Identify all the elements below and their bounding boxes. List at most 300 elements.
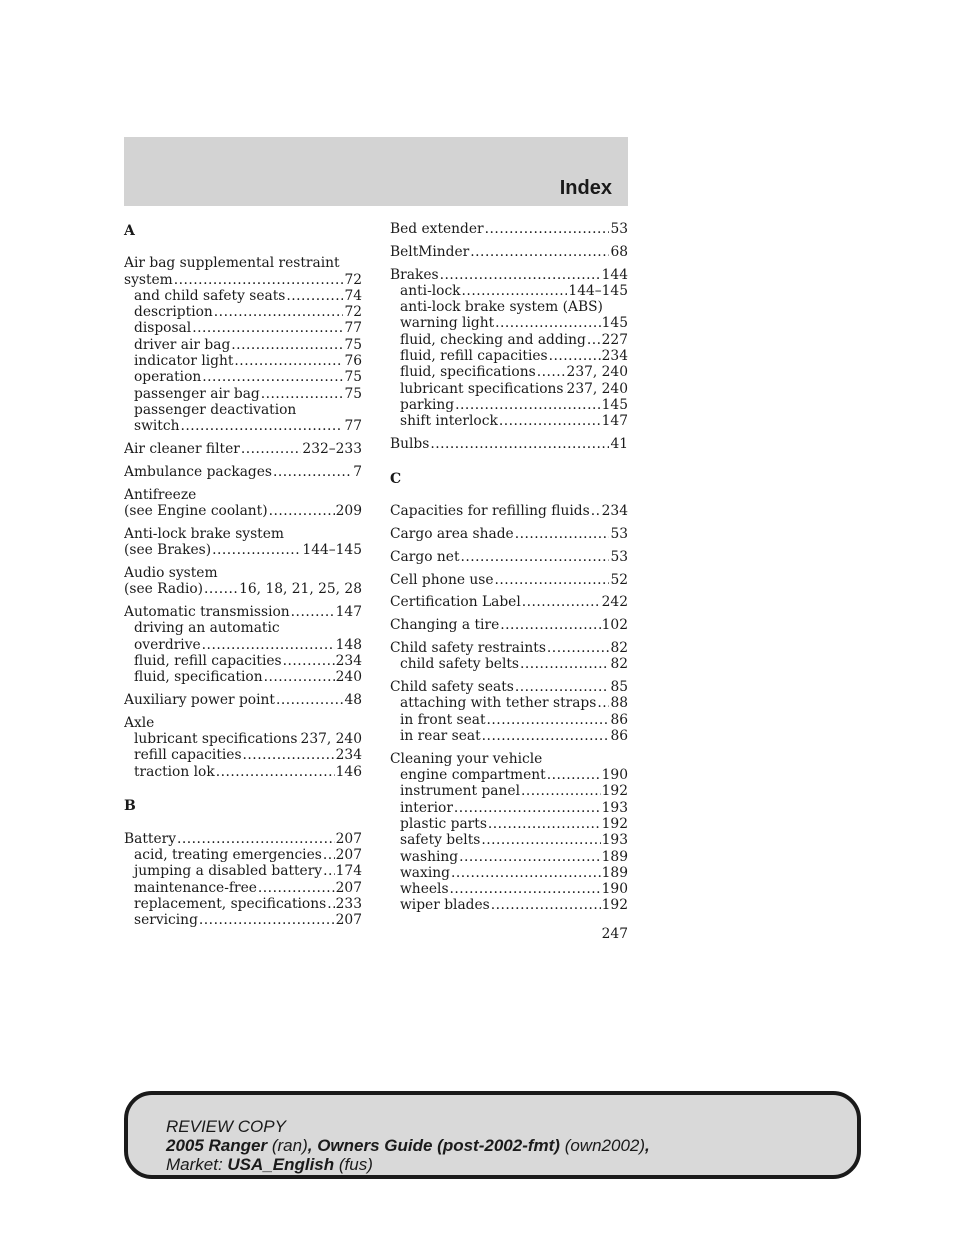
index-subentry-line bbox=[124, 880, 362, 896]
index-entry-line bbox=[390, 572, 628, 588]
entry-term: Automatic transmission bbox=[124, 603, 290, 620]
index-entry bbox=[390, 572, 628, 588]
index-entry-line bbox=[390, 526, 628, 542]
index-entry-line bbox=[124, 487, 362, 503]
entry-term: wheels bbox=[400, 881, 449, 898]
entry-term: fluid, refill capacities bbox=[134, 652, 282, 669]
index-subentry-line bbox=[124, 747, 362, 763]
entry-term: jumping a disabled battery bbox=[134, 863, 323, 880]
review-market-label: Market: bbox=[166, 1155, 228, 1174]
index-entry bbox=[390, 549, 628, 565]
entry-page-ref: 86 bbox=[610, 711, 628, 728]
entry-page-ref: 74 bbox=[344, 287, 362, 304]
index-subentry-line bbox=[124, 402, 362, 418]
dot-leader bbox=[461, 549, 610, 565]
index-subentry-line bbox=[124, 863, 362, 879]
index-entry-line bbox=[390, 267, 628, 283]
entry-page-ref: 237, 240 bbox=[566, 380, 628, 397]
index-subentry-line bbox=[124, 386, 362, 402]
index-subentry-line bbox=[390, 728, 628, 744]
index-subentry-line bbox=[124, 896, 362, 912]
index-subentry-line bbox=[124, 912, 362, 928]
dot-leader bbox=[212, 542, 301, 558]
section-letter: A bbox=[124, 223, 135, 239]
dot-leader bbox=[216, 764, 335, 780]
entry-term: Certification Label bbox=[390, 594, 521, 611]
dot-leader bbox=[327, 896, 334, 912]
entry-term: overdrive bbox=[134, 636, 201, 653]
entry-page-ref: 189 bbox=[601, 848, 628, 865]
index-entry bbox=[124, 715, 362, 780]
entry-term: safety belts bbox=[400, 832, 481, 849]
entry-term: Cleaning your vehicle bbox=[390, 750, 543, 767]
entry-page-ref: 72 bbox=[344, 304, 362, 321]
entry-page-ref: 72 bbox=[344, 271, 362, 288]
index-subentry-line bbox=[124, 337, 362, 353]
entry-page-ref: 147 bbox=[601, 413, 628, 430]
entry-page-ref: 68 bbox=[610, 243, 628, 260]
index-entry bbox=[390, 503, 628, 519]
entry-page-ref: 189 bbox=[601, 864, 628, 881]
entry-page-ref: 82 bbox=[610, 656, 628, 673]
entry-term: attaching with tether straps bbox=[400, 695, 597, 712]
entry-page-ref: 75 bbox=[344, 385, 362, 402]
dot-leader bbox=[234, 353, 343, 369]
index-entry-line bbox=[390, 549, 628, 565]
entry-term: instrument panel bbox=[400, 783, 520, 800]
entry-page-ref: 207 bbox=[335, 912, 362, 929]
index-entry-line bbox=[390, 640, 628, 656]
dot-leader bbox=[565, 381, 566, 397]
index-subentry-line bbox=[124, 764, 362, 780]
index-subentry-line bbox=[390, 315, 628, 331]
entry-page-ref: 193 bbox=[601, 799, 628, 816]
index-entry-line bbox=[124, 542, 362, 558]
index-entry bbox=[390, 526, 628, 542]
entry-term: Anti-lock brake system bbox=[124, 525, 284, 542]
entry-page-ref: 190 bbox=[601, 881, 628, 898]
review-model: 2005 Ranger bbox=[166, 1136, 268, 1155]
dot-leader bbox=[515, 526, 610, 542]
dot-leader bbox=[495, 315, 601, 331]
entry-term: Bed extender bbox=[390, 221, 484, 237]
entry-page-ref: 192 bbox=[601, 815, 628, 832]
index-subentry-line bbox=[390, 283, 628, 299]
entry-page-ref: 52 bbox=[610, 571, 628, 588]
dot-leader bbox=[451, 865, 601, 881]
entry-page-ref: 53 bbox=[610, 525, 628, 542]
dot-leader bbox=[450, 881, 601, 897]
index-entry bbox=[124, 565, 362, 598]
entry-term: system bbox=[124, 271, 173, 288]
entry-term: acid, treating emergencies bbox=[134, 847, 322, 863]
index-entry bbox=[390, 617, 628, 633]
dot-leader bbox=[286, 288, 343, 304]
entry-term: engine compartment bbox=[400, 767, 546, 784]
entry-term: anti-lock bbox=[400, 282, 461, 299]
dot-leader bbox=[597, 695, 609, 711]
index-subentry-line bbox=[390, 881, 628, 897]
entry-term: Axle bbox=[124, 714, 155, 731]
index-subentry-line bbox=[124, 418, 362, 434]
index-subentry-line bbox=[390, 783, 628, 799]
review-line-2 bbox=[166, 1136, 650, 1155]
index-subentry-line bbox=[390, 849, 628, 865]
entry-term: maintenance-free bbox=[134, 879, 257, 896]
page-title: Index bbox=[559, 177, 612, 199]
entry-page-ref: 53 bbox=[610, 548, 628, 565]
review-guide: Owners Guide (post-2002-fmt) bbox=[317, 1136, 560, 1155]
entry-term: refill capacities bbox=[134, 747, 242, 764]
index-subentry-line bbox=[390, 364, 628, 380]
index-subentry-line bbox=[390, 816, 628, 832]
dot-leader bbox=[192, 320, 343, 336]
index-subentry-line bbox=[390, 767, 628, 783]
index-subentry-line bbox=[124, 637, 362, 653]
index-entry-line bbox=[124, 692, 362, 708]
review-market-code: (fus) bbox=[334, 1155, 373, 1174]
index-entry bbox=[390, 267, 628, 430]
index-subentry-line bbox=[124, 320, 362, 336]
index-entry-line bbox=[390, 751, 628, 767]
dot-leader bbox=[520, 656, 609, 672]
index-entry-line bbox=[124, 831, 362, 847]
review-market: USA_English bbox=[227, 1155, 335, 1174]
dot-leader bbox=[462, 283, 568, 299]
dot-leader bbox=[269, 503, 335, 519]
entry-term: interior bbox=[400, 799, 453, 816]
entry-term: wiper blades bbox=[400, 897, 490, 914]
entry-term: Child safety restraints bbox=[390, 639, 546, 656]
index-subentry-line bbox=[390, 712, 628, 728]
index-entry-line bbox=[124, 715, 362, 731]
dot-leader bbox=[499, 413, 601, 429]
index-entry-line bbox=[390, 503, 628, 519]
dot-leader bbox=[276, 692, 343, 708]
index-entry-line bbox=[390, 594, 628, 610]
dot-leader bbox=[495, 572, 610, 588]
dot-leader bbox=[487, 712, 610, 728]
review-sep-1: , bbox=[307, 1136, 318, 1155]
entry-page-ref: 75 bbox=[344, 336, 362, 353]
entry-page-ref: 7 bbox=[353, 463, 362, 480]
dot-leader bbox=[202, 637, 335, 653]
index-entry-line bbox=[124, 464, 362, 480]
dot-leader bbox=[547, 767, 601, 783]
entry-term: Cell phone use bbox=[390, 571, 494, 588]
index-subentry-line bbox=[390, 413, 628, 429]
entry-page-ref: 209 bbox=[335, 502, 362, 519]
index-subentry-line bbox=[124, 669, 362, 685]
index-entry bbox=[124, 692, 362, 708]
entry-page-ref: 207 bbox=[335, 830, 362, 847]
dot-leader bbox=[481, 832, 600, 848]
index-entry-line bbox=[390, 221, 628, 237]
entry-term: Air cleaner filter bbox=[124, 441, 240, 458]
entry-term: parking bbox=[400, 396, 455, 413]
entry-page-ref: 234 bbox=[335, 747, 362, 764]
entry-page-ref: 76 bbox=[344, 353, 362, 370]
dot-leader bbox=[264, 669, 335, 685]
dot-leader bbox=[547, 640, 610, 656]
dot-leader bbox=[430, 436, 609, 452]
entry-term: description bbox=[134, 304, 213, 321]
section-letter: B bbox=[124, 798, 136, 815]
index-entry-line bbox=[124, 565, 362, 581]
index-entry-line bbox=[124, 503, 362, 519]
entry-page-ref: 144–145 bbox=[568, 282, 628, 299]
entry-page-ref: 102 bbox=[601, 617, 628, 634]
entry-page-ref: 234 bbox=[335, 652, 362, 669]
entry-page-ref: 86 bbox=[610, 727, 628, 744]
entry-term: child safety belts bbox=[400, 656, 519, 673]
index-entry bbox=[390, 679, 628, 744]
index-entry bbox=[390, 594, 628, 610]
entry-term: disposal bbox=[134, 320, 192, 337]
index-header-band bbox=[124, 137, 628, 206]
review-copy-box bbox=[124, 1091, 861, 1179]
entry-term: (see Radio) bbox=[124, 581, 204, 598]
section-letter: C bbox=[390, 470, 402, 487]
dot-leader bbox=[537, 364, 566, 380]
entry-page-ref: 192 bbox=[601, 897, 628, 914]
dot-leader bbox=[515, 679, 610, 695]
entry-term: Child safety seats bbox=[390, 679, 514, 696]
dot-leader bbox=[299, 731, 300, 747]
dot-leader bbox=[202, 369, 343, 385]
review-line-3 bbox=[166, 1155, 650, 1174]
entry-term: Audio system bbox=[124, 564, 218, 581]
index-subentry-line bbox=[390, 800, 628, 816]
dot-leader bbox=[261, 386, 344, 402]
dot-leader bbox=[500, 617, 600, 633]
index-entry bbox=[124, 487, 362, 520]
index-subentry-line bbox=[124, 288, 362, 304]
index-subentry-line bbox=[124, 731, 362, 747]
dot-leader bbox=[241, 441, 302, 457]
entry-page-ref: 77 bbox=[344, 320, 362, 337]
entry-page-ref: 242 bbox=[601, 594, 628, 611]
dot-leader bbox=[454, 800, 601, 816]
dot-leader bbox=[291, 604, 335, 620]
entry-term: in rear seat bbox=[400, 727, 481, 744]
dot-leader bbox=[180, 418, 343, 434]
dot-leader bbox=[283, 653, 335, 669]
index-subentry-line bbox=[124, 620, 362, 636]
entry-term: in front seat bbox=[400, 711, 486, 728]
entry-page-ref: 232–233 bbox=[302, 441, 362, 458]
entry-page-ref: 85 bbox=[610, 679, 628, 696]
section-spacer bbox=[390, 459, 628, 469]
dot-leader bbox=[522, 594, 601, 610]
entry-term: washing bbox=[400, 848, 459, 865]
entry-term: plastic parts bbox=[400, 815, 487, 832]
entry-term: Cargo net bbox=[390, 548, 460, 565]
index-subentry-line bbox=[124, 304, 362, 320]
index-entry bbox=[390, 244, 628, 260]
index-subentry-line bbox=[390, 348, 628, 364]
dot-leader bbox=[470, 244, 609, 260]
entry-term: Ambulance packages bbox=[124, 463, 273, 480]
entry-page-ref: 233 bbox=[335, 895, 362, 912]
entry-page-ref: 147 bbox=[335, 603, 362, 620]
dot-leader bbox=[521, 783, 601, 799]
review-line-1: REVIEW COPY bbox=[166, 1117, 286, 1136]
index-subentry-line bbox=[390, 381, 628, 397]
index-entry-line bbox=[124, 581, 362, 597]
dot-leader bbox=[273, 464, 352, 480]
entry-page-ref: 192 bbox=[601, 783, 628, 800]
entry-page-ref: 240 bbox=[335, 669, 362, 686]
entry-page-ref: 41 bbox=[610, 436, 628, 453]
entry-page-ref: 88 bbox=[610, 695, 628, 712]
index-entry bbox=[124, 441, 362, 457]
entry-page-ref: 234 bbox=[601, 348, 628, 365]
index-entry-line bbox=[124, 272, 362, 288]
dot-leader bbox=[323, 847, 335, 863]
entry-term: fluid, specification bbox=[134, 669, 263, 686]
dot-leader bbox=[488, 816, 601, 832]
entry-term: (see Engine coolant) bbox=[124, 502, 268, 519]
entry-page-ref: 237, 240 bbox=[566, 364, 628, 381]
index-column-left bbox=[124, 221, 362, 935]
index-subentry-line bbox=[390, 865, 628, 881]
index-entry bbox=[390, 751, 628, 914]
index-entry-line bbox=[124, 441, 362, 457]
index-column-right bbox=[390, 221, 628, 920]
review-guide-code: (own2002) bbox=[559, 1136, 646, 1155]
entry-term: Cargo area shade bbox=[390, 525, 514, 542]
entry-term: warning light bbox=[400, 315, 495, 332]
entry-term: Antifreeze bbox=[124, 486, 197, 503]
entry-term: BeltMinder bbox=[390, 243, 470, 260]
entry-page-ref: 234 bbox=[601, 503, 628, 520]
review-sep-2: , bbox=[645, 1136, 650, 1155]
index-subentry-line bbox=[124, 847, 362, 863]
entry-term: fluid, checking and adding bbox=[400, 331, 586, 348]
index-subentry-line bbox=[124, 353, 362, 369]
index-entry bbox=[390, 436, 628, 452]
dot-leader bbox=[199, 912, 335, 928]
entry-page-ref: 193 bbox=[601, 832, 628, 849]
entry-page-ref: 174 bbox=[335, 863, 362, 880]
entry-term: lubricant specifications bbox=[400, 380, 564, 397]
index-subentry-line bbox=[390, 695, 628, 711]
index-entry-line bbox=[124, 255, 362, 271]
dot-leader bbox=[174, 272, 344, 288]
dot-leader bbox=[231, 337, 343, 353]
index-entry bbox=[390, 221, 628, 237]
dot-leader bbox=[440, 267, 601, 283]
index-entry bbox=[124, 464, 362, 480]
entry-term: driving an automatic bbox=[134, 620, 280, 637]
index-subentry-line bbox=[124, 369, 362, 385]
entry-page-ref: 190 bbox=[601, 767, 628, 784]
entry-term: fluid, refill capacities bbox=[400, 348, 548, 365]
entry-term: passenger air bag bbox=[134, 385, 260, 402]
index-subentry-line bbox=[390, 299, 628, 315]
index-subentry-line bbox=[390, 656, 628, 672]
review-model-code: (ran) bbox=[267, 1136, 308, 1155]
index-subentry-line bbox=[390, 332, 628, 348]
index-entry bbox=[124, 255, 362, 434]
entry-term: Changing a tire bbox=[390, 617, 500, 634]
dot-leader bbox=[591, 503, 601, 519]
entry-term: Brakes bbox=[390, 266, 439, 283]
entry-term: Battery bbox=[124, 830, 177, 847]
index-subentry-line bbox=[390, 897, 628, 913]
entry-page-ref: 207 bbox=[335, 847, 362, 863]
entry-term: servicing bbox=[134, 912, 198, 929]
index-entry-line bbox=[124, 604, 362, 620]
entry-page-ref: 48 bbox=[344, 691, 362, 708]
dot-leader bbox=[549, 348, 601, 364]
dot-leader bbox=[587, 332, 601, 348]
dot-leader bbox=[214, 304, 344, 320]
entry-term: Bulbs bbox=[390, 436, 430, 453]
entry-page-ref: 82 bbox=[610, 639, 628, 656]
entry-page-ref: 75 bbox=[344, 369, 362, 386]
dot-leader bbox=[323, 863, 335, 879]
entry-term: switch bbox=[134, 418, 180, 435]
entry-page-ref: 146 bbox=[335, 763, 362, 780]
index-subentry-line bbox=[390, 397, 628, 413]
entry-page-ref: 77 bbox=[344, 418, 362, 435]
entry-term: Air bag supplemental restraint bbox=[124, 255, 340, 272]
entry-term: driver air bag bbox=[134, 336, 231, 353]
entry-term: (see Brakes) bbox=[124, 542, 212, 559]
entry-page-ref: 145 bbox=[601, 315, 628, 332]
entry-term: and child safety seats bbox=[134, 287, 286, 304]
entry-term: waxing bbox=[400, 864, 450, 881]
entry-page-ref: 145 bbox=[601, 396, 628, 413]
entry-page-ref: 16, 18, 21, 25, 28 bbox=[239, 581, 362, 598]
dot-leader bbox=[177, 831, 335, 847]
entry-page-ref: 227 bbox=[601, 331, 628, 348]
index-entry bbox=[390, 640, 628, 673]
dot-leader bbox=[482, 728, 610, 744]
entry-term: lubricant specifications bbox=[134, 731, 298, 748]
entry-page-ref: 148 bbox=[335, 636, 362, 653]
entry-term: fluid, specifications bbox=[400, 364, 536, 381]
entry-term: passenger deactivation bbox=[134, 401, 297, 418]
entry-page-ref: 207 bbox=[335, 879, 362, 896]
dot-leader bbox=[455, 397, 601, 413]
index-entry-line bbox=[390, 244, 628, 260]
page-number: 247 bbox=[601, 926, 628, 942]
index-entry-line bbox=[124, 526, 362, 542]
entry-term: anti-lock brake system (ABS) bbox=[400, 299, 603, 316]
dot-leader bbox=[204, 581, 238, 597]
entry-term: Auxiliary power point bbox=[124, 691, 275, 708]
entry-term: indicator light bbox=[134, 353, 234, 370]
index-entry bbox=[124, 526, 362, 559]
entry-term: operation bbox=[134, 369, 202, 386]
entry-page-ref: 144 bbox=[601, 266, 628, 283]
index-entry-line bbox=[390, 436, 628, 452]
entry-term: traction lok bbox=[134, 763, 215, 780]
dot-leader bbox=[243, 747, 335, 763]
review-copy-text bbox=[166, 1117, 650, 1174]
entry-term: Capacities for refilling fluids bbox=[390, 503, 590, 520]
entry-term: shift interlock bbox=[400, 413, 498, 430]
section-spacer bbox=[124, 786, 362, 796]
dot-leader bbox=[258, 880, 335, 896]
dot-leader bbox=[491, 897, 601, 913]
dot-leader bbox=[485, 221, 610, 237]
entry-page-ref: 237, 240 bbox=[300, 731, 362, 748]
entry-page-ref: 144–145 bbox=[302, 542, 362, 559]
